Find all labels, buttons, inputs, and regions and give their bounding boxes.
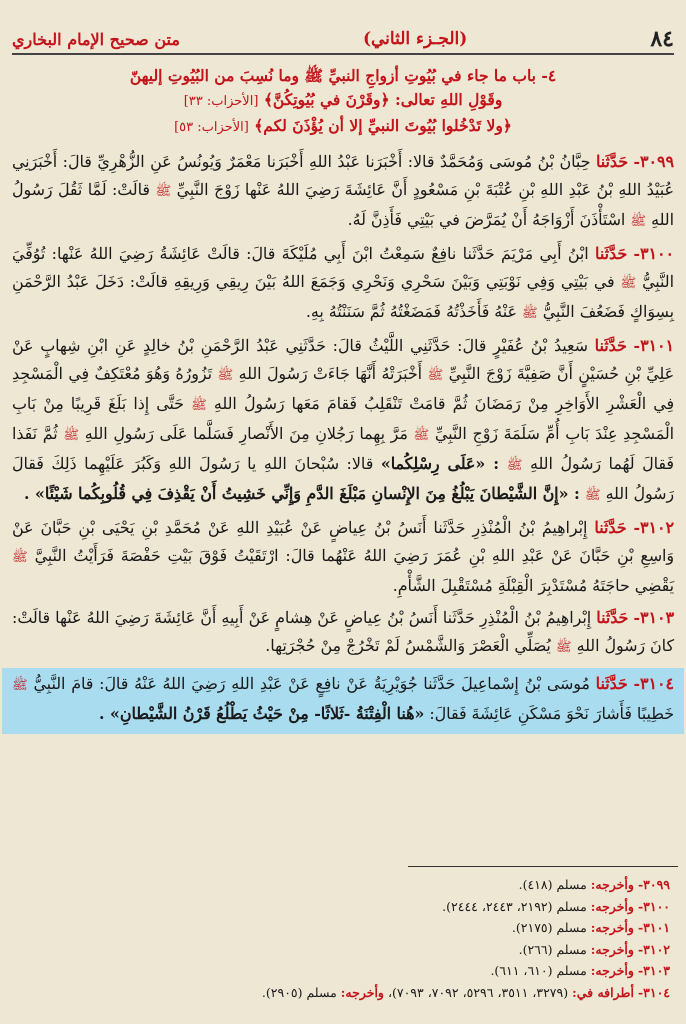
salawat-glyph: ﷺ bbox=[506, 458, 523, 473]
footnote-label: وأخرجه: bbox=[590, 920, 634, 935]
salawat-glyph: ﷺ bbox=[522, 306, 538, 321]
hadith-text: ثُمَّ نَفَذا فَقالَ لَهُما رَسُولُ اللهِ bbox=[12, 424, 674, 473]
footnote-label: وأخرجه: bbox=[590, 877, 634, 892]
haddathana-label: حَدَّثَنا bbox=[594, 336, 627, 355]
footnote-text: مسلم (٢٦٦). bbox=[518, 941, 587, 957]
salawat-glyph: ﷺ bbox=[555, 640, 572, 655]
footnote-text: مسلم (٢٩٠٥). bbox=[261, 984, 337, 1000]
hadith-number: ٣١٠٣- bbox=[633, 608, 674, 627]
footnote-label: وأخرجه: bbox=[590, 898, 634, 914]
verse-reference: [الأحزاب: ٣٣] bbox=[183, 94, 259, 109]
footnote-label: وأخرجه: bbox=[590, 963, 634, 978]
hadith-text: إِبْراهِيمُ بْنُ الْمُنْذِرِ حَدَّثَنا أَنَسُ بْنُ عِياضٍ عَنْ عُبَيْدِ اللهِ عَنْ مُحَمَّدِ بْنِ يَحْيَى بْنِ حَبَّانَ عَنْ وَاسِعِ بْنِ حَبَّانَ عَنْ عَبْدِ اللهِ بْنِ عُمَرَ رَضِيَ اللهُ عَنْهُما قالَ: ارْتَقَيْتُ فَوْقَ بَيْتِ حَفْصَةَ فَرَأَيْتُ النَّبِيَّ bbox=[12, 518, 674, 565]
hadith-text: إِبْراهِيمُ بْنُ الْمُنْذِرِ حَدَّثَنا أَنَسُ بْنُ عِياضٍ عَنْ هِشامٍ عَنْ أَبِيهِ أَنَّ عَائِشَةَ رَضِيَ اللهُ عَنْها قالَتْ: كانَ رَسُولُ اللهِ bbox=[12, 608, 674, 655]
hadith-text: ابْنُ أَبِي مَرْيَمَ حَدَّثَنا نافِعٌ سَمِعْتُ ابْنَ أَبِي مُلَيْكَةَ قالَ: قالَتْ عَائِشَةُ رَضِيَ اللهُ عَنْها: تُوُفِّيَ النَّبِيُّ bbox=[12, 244, 674, 291]
salawat-glyph: ﷺ bbox=[413, 428, 430, 443]
hadith-text: حِبَّانُ بْنُ مُوسَى وَمُحَمَّدٌ قالا: أَخْبَرَنا عَبْدُ اللهِ أَخْبَرَنا مَعْمَرٌ وَيُونُسُ عَنِ الزُّهْرِيِّ قالَ: أَخْبَرَنِي عُبَيْدُ اللهِ بْنُ عَبْدِ اللهِ بْنِ عُتْبَةَ بْنِ مَسْعُودٍ أَنَّ عَائِشَةَ رَضِيَ اللهُ عَنْها زَوْجَ النَّبِيِّ bbox=[12, 152, 674, 199]
footnote-text: مسلم (٢١٩٢، ٢٤٤٣، ٢٤٤٤). bbox=[442, 898, 587, 914]
hadith-number: ٣١٠٤- bbox=[633, 674, 674, 693]
footnote-item bbox=[12, 917, 670, 939]
hadith-number: ٣١٠٢- bbox=[633, 518, 674, 537]
footnote-number: ٣٠٩٩- bbox=[637, 877, 670, 892]
hadith-text: اسْتَأْذَنَ أَزْوَاجَهُ أَنْ يُمَرَّضَ في بَيْتِي فَأَذِنَّ لَهُ. bbox=[347, 210, 626, 229]
salawat-glyph: ﷺ bbox=[191, 398, 207, 413]
hadith-number: ٣١٠١- bbox=[633, 336, 675, 355]
hadith-number: ٣١٠٠- bbox=[633, 244, 674, 263]
chapter-verse-1 bbox=[12, 88, 674, 114]
footnote-number: ٣١٠٠- bbox=[637, 898, 670, 914]
prophetic-quote: : «عَلَى رِسْلِكُما» bbox=[380, 454, 500, 473]
hadith-3099 bbox=[12, 148, 674, 236]
verse-reference: [الأحزاب: ٥٣] bbox=[174, 120, 249, 135]
hadith-text: قالَتْ: لَمَّا ثَقُلَ رَسُولُ اللهِ bbox=[12, 180, 674, 229]
footnote-item bbox=[12, 896, 670, 918]
haddathana-label: حَدَّثَنا bbox=[596, 608, 629, 627]
hadith-text: يُصَلِّي الْعَصْرَ وَالشَّمْسُ لَمْ تَخْرُجْ مِنْ حُجْرَتِها. bbox=[265, 636, 551, 655]
footnote-divider bbox=[408, 866, 678, 867]
hadith-3103 bbox=[12, 604, 674, 662]
salawat-glyph: ﷺ bbox=[12, 678, 28, 693]
verse-text: وقَوْلِ اللهِ تعالى: ﴿وقَرْنَ في بُيُوتِكُنَّ﴾ bbox=[263, 90, 503, 109]
footnote-number: ٣١٠٣- bbox=[637, 963, 670, 978]
hadith-text: مَرَّ بِهِما رَجُلانِ مِنَ الأَنْصارِ فَسَلَّما عَلَى رَسُولِ اللهِ bbox=[84, 424, 408, 443]
footnote-label: وأخرجه: bbox=[340, 984, 384, 1000]
header-divider bbox=[12, 53, 674, 55]
part-label: (الجـزء الثاني) bbox=[362, 29, 468, 49]
hadith-text: تَزُورُهُ وَهُوَ مُعْتَكِفٌ فِي الْمَسْجِدِ فِي الْعَشْرِ الأَوَاخِرِ مِنْ رَمَضَانَ ثُمَّ قامَتْ تَنْقَلِبُ فَقامَ مَعَها رَسُولُ اللهِ bbox=[12, 364, 675, 413]
hadith-text: قالا: سُبْحانَ اللهِ يا رَسُولَ اللهِ وَكَبُرَ عَلَيْهِما ذَلِكَ فَقالَ رَسُولُ اللهِ bbox=[12, 454, 674, 503]
hadith-number: ٣٠٩٩- bbox=[633, 152, 674, 171]
hadith-3102 bbox=[12, 514, 674, 600]
hadith-text: أَخْبَرَتْهُ أَنَّهَا جَاءَتْ رَسُولَ اللهِ bbox=[238, 364, 422, 383]
chapter-title: ٤- باب ما جاء في بُيُوتِ أزواجِ النبيِّ ﷺ وما نُسِبَ من البُيُوتِ إليهنّ bbox=[129, 66, 557, 85]
footnote-text: (٣٢٧٩، ٣٥١١، ٥٢٩٦، ٧٠٩٢، ٧٠٩٣)، bbox=[387, 984, 569, 1000]
salawat-glyph: ﷺ bbox=[630, 214, 647, 229]
haddathana-label: حَدَّثَنا bbox=[595, 244, 628, 263]
haddathana-label: حَدَّثَنا bbox=[594, 518, 627, 537]
salawat-glyph: ﷺ bbox=[155, 184, 172, 199]
footnote-label: وأخرجه: bbox=[590, 941, 634, 957]
footnote-text: مسلم (٢١٧٥). bbox=[511, 920, 587, 935]
hadith-text: سَعِيدُ بْنُ عُفَيْرٍ قالَ: حَدَّثَنِي اللَّيْثُ قالَ: حَدَّثَنِي عَبْدُ الرَّحْمَنِ بْنُ خالِدٍ عَنِ ابْنِ شِهابٍ عَنْ عَلِيِّ بْنِ حُسَيْنٍ أَنَّ صَفِيَّةَ زَوْجَ النَّبِيِّ bbox=[12, 336, 675, 383]
footnote-label: أطرافه في: bbox=[572, 984, 634, 1000]
prophetic-quote: «هُنا الْفِتْنَةُ -ثَلاثًا- مِنْ حَيْثُ يَطْلُعُ قَرْنُ الشَّيْطانِ» . bbox=[99, 704, 425, 723]
salawat-glyph: ﷺ bbox=[427, 368, 444, 383]
running-header bbox=[12, 26, 674, 52]
prophetic-quote: : «إِنَّ الشَّيْطانَ يَبْلُغُ مِنَ الإِنْسانِ مَبْلَغَ الدَّمِ وَإِنِّي خَشِيتُ أَنْ يَقْذِفَ فِي قُلُوبِكُما شَيْئًا» . bbox=[23, 484, 580, 503]
footnote-item bbox=[12, 874, 670, 896]
salawat-glyph: ﷺ bbox=[63, 428, 80, 443]
hadith-text: في بَيْتِي وَفِي نَوْبَتِي وَبَيْنَ سَحْرِي وَنَحْرِي وَجَمَعَ اللهُ بَيْنَ رِيقِي وَرِيقِهِ قالَتْ: دَخَلَ عَبْدُ الرَّحْمَنِ بِسِوَاكٍ فَضَعُفَ النَّبِيُّ bbox=[12, 272, 674, 321]
hadith-text: عَنْهُ فَأَخَذْتُهُ فَمَضَغْتُهُ ثُمَّ سَنَنْتُهُ بِهِ. bbox=[305, 302, 517, 321]
haddathana-label: حَدَّثَنا bbox=[595, 152, 628, 171]
book-title: متن صحيح الإمام البخاري bbox=[12, 29, 180, 49]
hadith-text: مُوسَى بْنُ إِسْماعِيلَ حَدَّثَنا جُوَيْرِيَةُ عَنْ نافِعٍ عَنْ عَبْدِ اللهِ رَضِيَ اللهُ عَنْهُ قالَ: قامَ النَّبِيُّ bbox=[33, 674, 590, 693]
chapter-heading bbox=[12, 64, 674, 140]
page-number: ٨٤ bbox=[650, 26, 674, 52]
verse-text: ﴿ولا تَدْخُلوا بُيُوتَ النبيِّ إلا أن يُؤْذَنَ لكم﴾ bbox=[254, 116, 512, 135]
chapter-verse-2 bbox=[12, 114, 674, 140]
salawat-glyph: ﷺ bbox=[217, 368, 234, 383]
footnote-number: ٣١٠٤- bbox=[637, 984, 670, 1000]
hadith-3104-highlighted bbox=[2, 668, 684, 734]
footnote-item bbox=[12, 939, 670, 961]
footnote-text: مسلم (٤١٨). bbox=[518, 877, 587, 892]
footnote-item bbox=[12, 982, 670, 1004]
hadith-body bbox=[12, 148, 674, 734]
hadith-text: خَطِيبًا فَأَشارَ نَحْوَ مَسْكَنِ عَائِشَةَ فَقالَ: bbox=[429, 704, 674, 723]
footnote-text: مسلم (٦١٠، ٦١١). bbox=[490, 963, 587, 978]
hadith-3101 bbox=[12, 332, 674, 510]
footnote-item bbox=[12, 960, 670, 982]
hadith-text: حَتَّى إِذا بَلَغَ قَرِيبًا مِنْ بَابِ الْمَسْجِدِ عِنْدَ بَابِ أُمِّ سَلَمَةَ زَوْجِ النَّبِيِّ bbox=[12, 394, 675, 443]
footnotes bbox=[12, 874, 670, 1003]
salawat-glyph: ﷺ bbox=[584, 488, 601, 503]
footnote-number: ٣١٠٢- bbox=[637, 941, 670, 957]
haddathana-label: حَدَّثَنا bbox=[595, 674, 628, 693]
footnote-number: ٣١٠١- bbox=[637, 920, 670, 935]
hadith-text: يَقْضِي حاجَتَهُ مُسْتَدْبِرَ الْقِبْلَةِ مُسْتَقْبِلَ الشَّأْمِ. bbox=[392, 576, 674, 595]
salawat-glyph: ﷺ bbox=[620, 276, 637, 291]
salawat-glyph: ﷺ bbox=[12, 550, 28, 565]
hadith-3100 bbox=[12, 240, 674, 328]
